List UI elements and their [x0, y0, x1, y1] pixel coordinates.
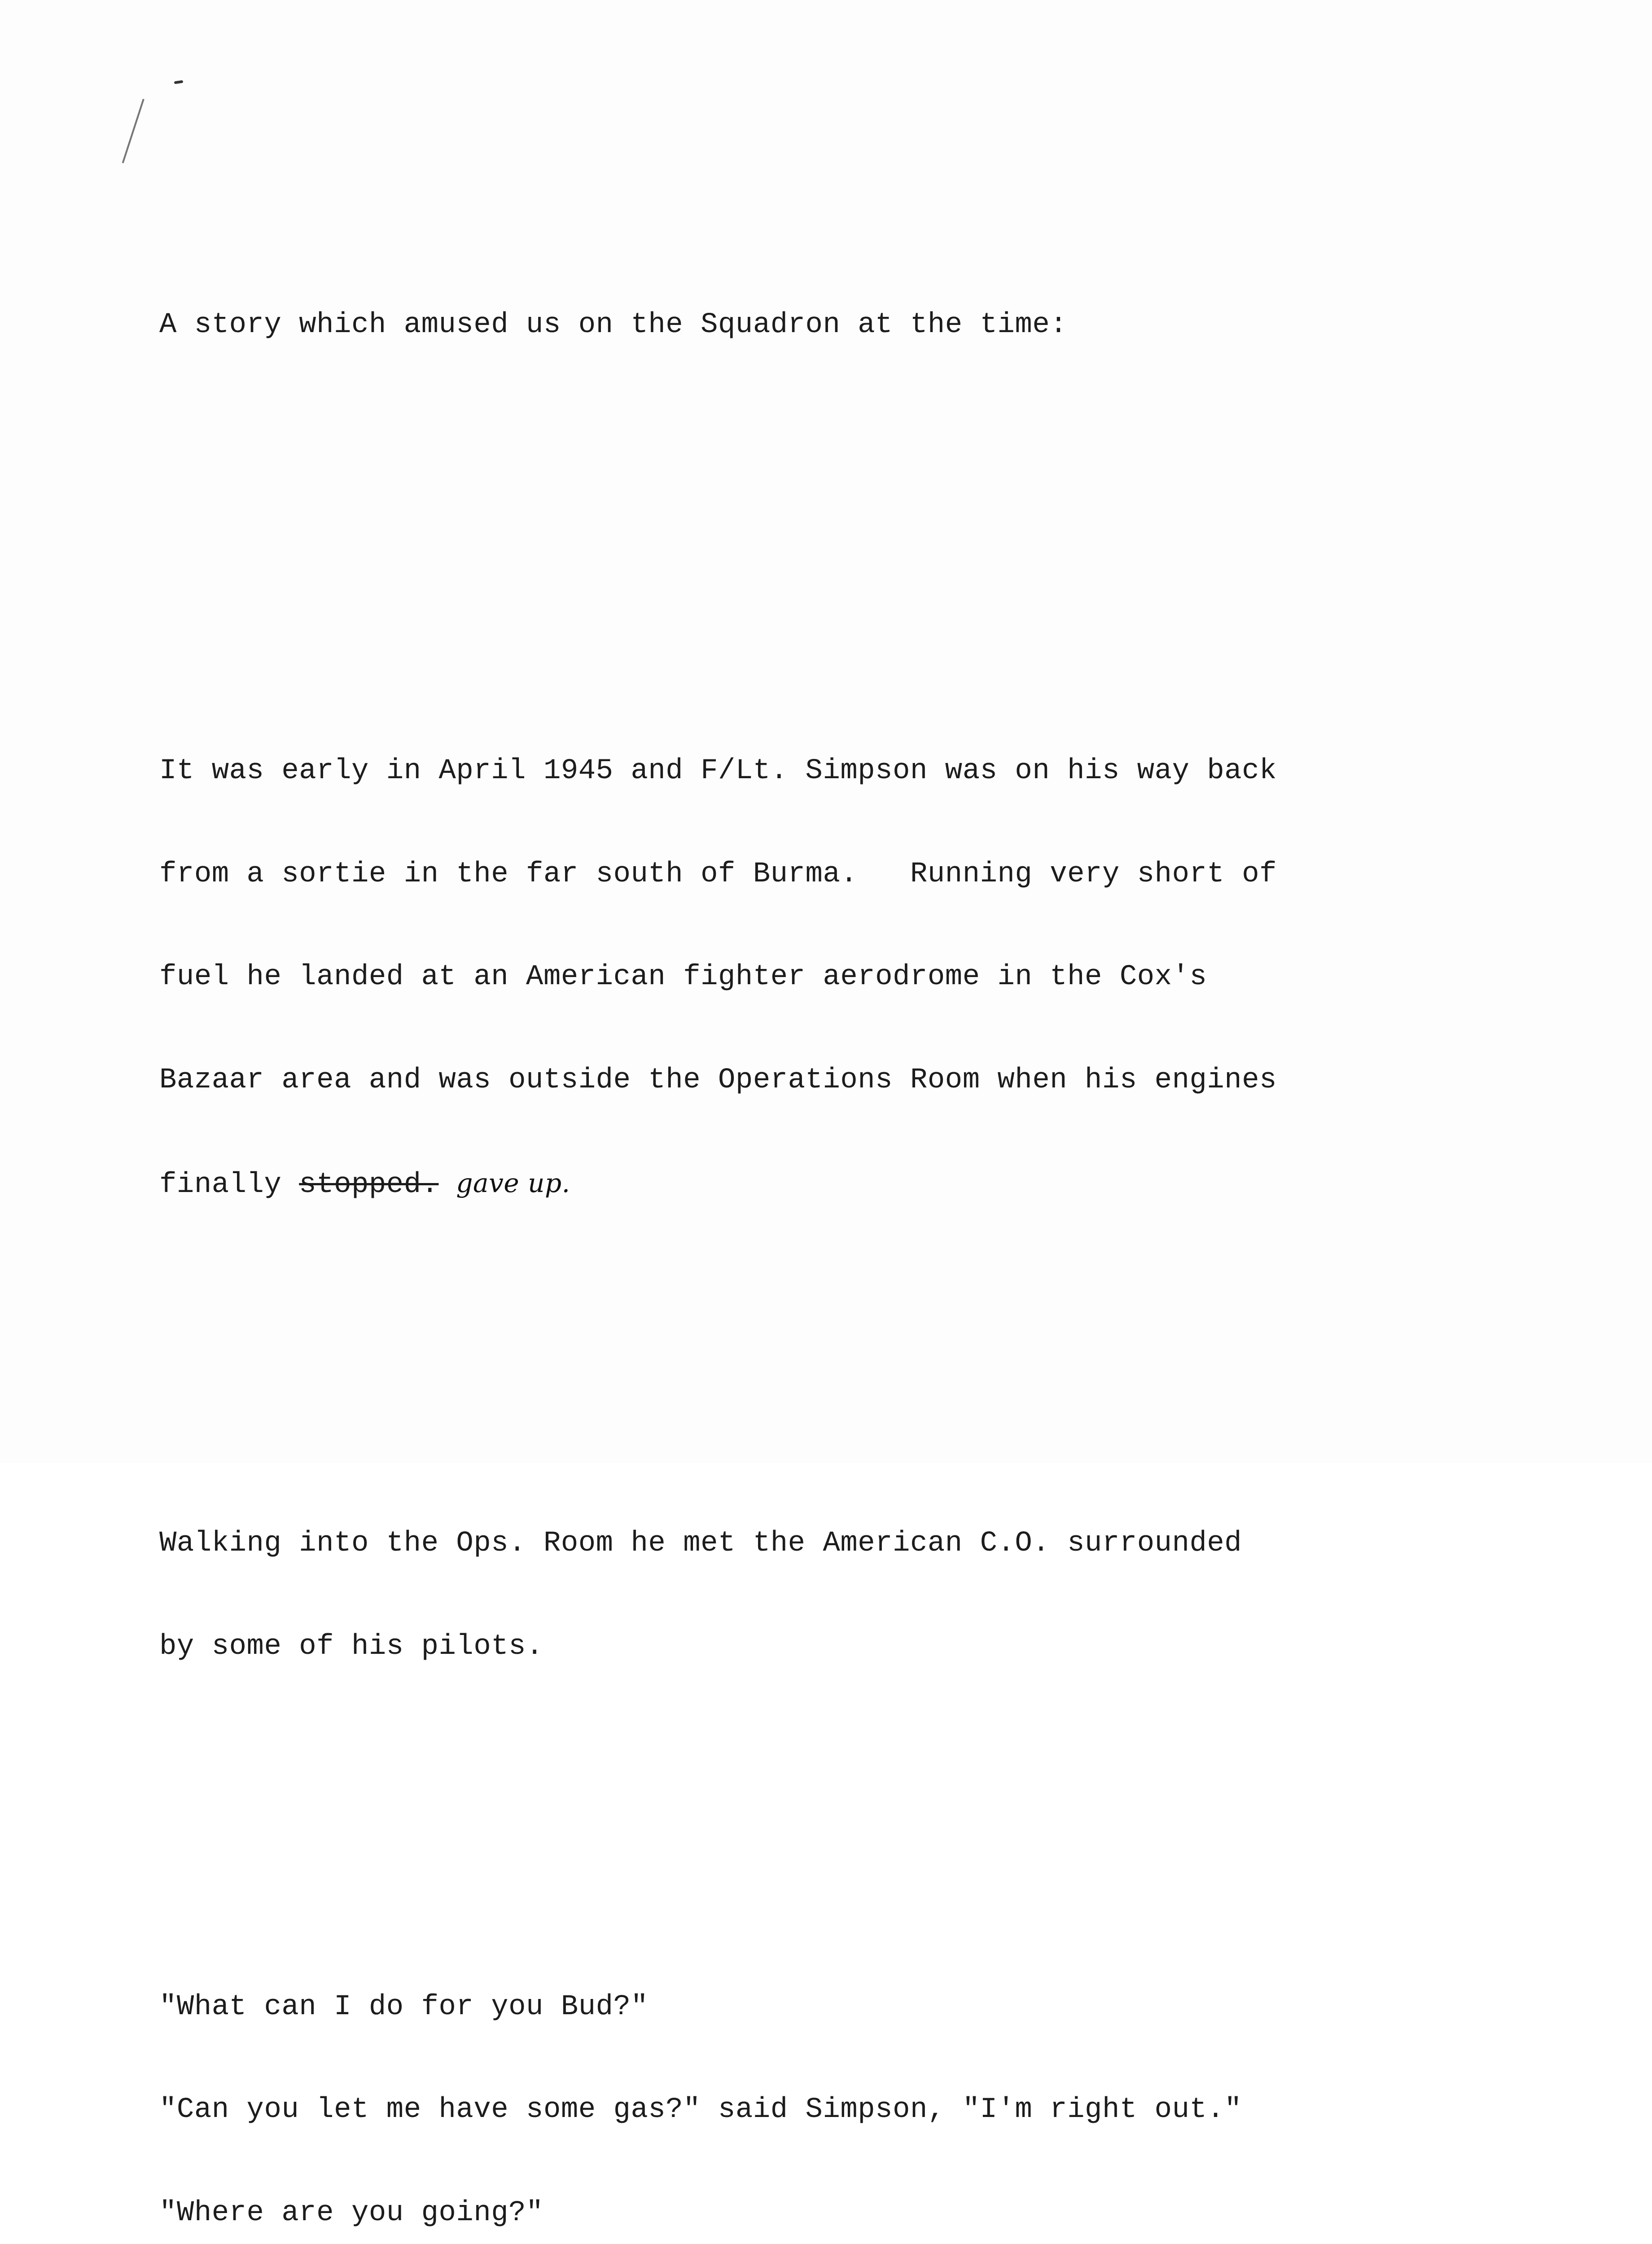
ink-mark: [174, 80, 184, 84]
paragraph-landing: [159, 685, 1551, 1269]
text-line: Bazaar area and was outside the Operations Room when his engines: [159, 1063, 1551, 1098]
paragraph-ops-room: [159, 1458, 1551, 1732]
pencil-mark: [122, 99, 145, 163]
text-line: by some of his pilots.: [159, 1630, 1551, 1664]
text-line: [159, 1166, 1551, 1201]
dialogue-line: "What can I do for you Bud?": [159, 1990, 1551, 2025]
line-prefix: finally: [159, 1169, 299, 1201]
handwritten-correction: gave up.: [456, 1168, 570, 1198]
text-line: Walking into the Ops. Room he met the American C.O. surrounded: [159, 1526, 1551, 1561]
text-line: It was early in April 1945 and F/Lt. Simpson was on his way back: [159, 754, 1551, 789]
dialogue-line: "Can you let me have some gas?" said Simpson, "I'm right out.": [159, 2093, 1551, 2127]
struck-out-word: stopped.: [299, 1169, 438, 1201]
intro-line: A story which amused us on the Squadron at the time:: [159, 308, 1551, 342]
story-text: [159, 171, 1551, 2244]
text-line: fuel he landed at an American fighter aerodrome in the Cox's: [159, 960, 1551, 995]
dialogue-line: "Where are you going?": [159, 2196, 1551, 2231]
text-line: from a sortie in the far south of Burma. Running very short of: [159, 857, 1551, 892]
paragraph-dialogue: [159, 1921, 1551, 2244]
intro-paragraph: [159, 239, 1551, 411]
